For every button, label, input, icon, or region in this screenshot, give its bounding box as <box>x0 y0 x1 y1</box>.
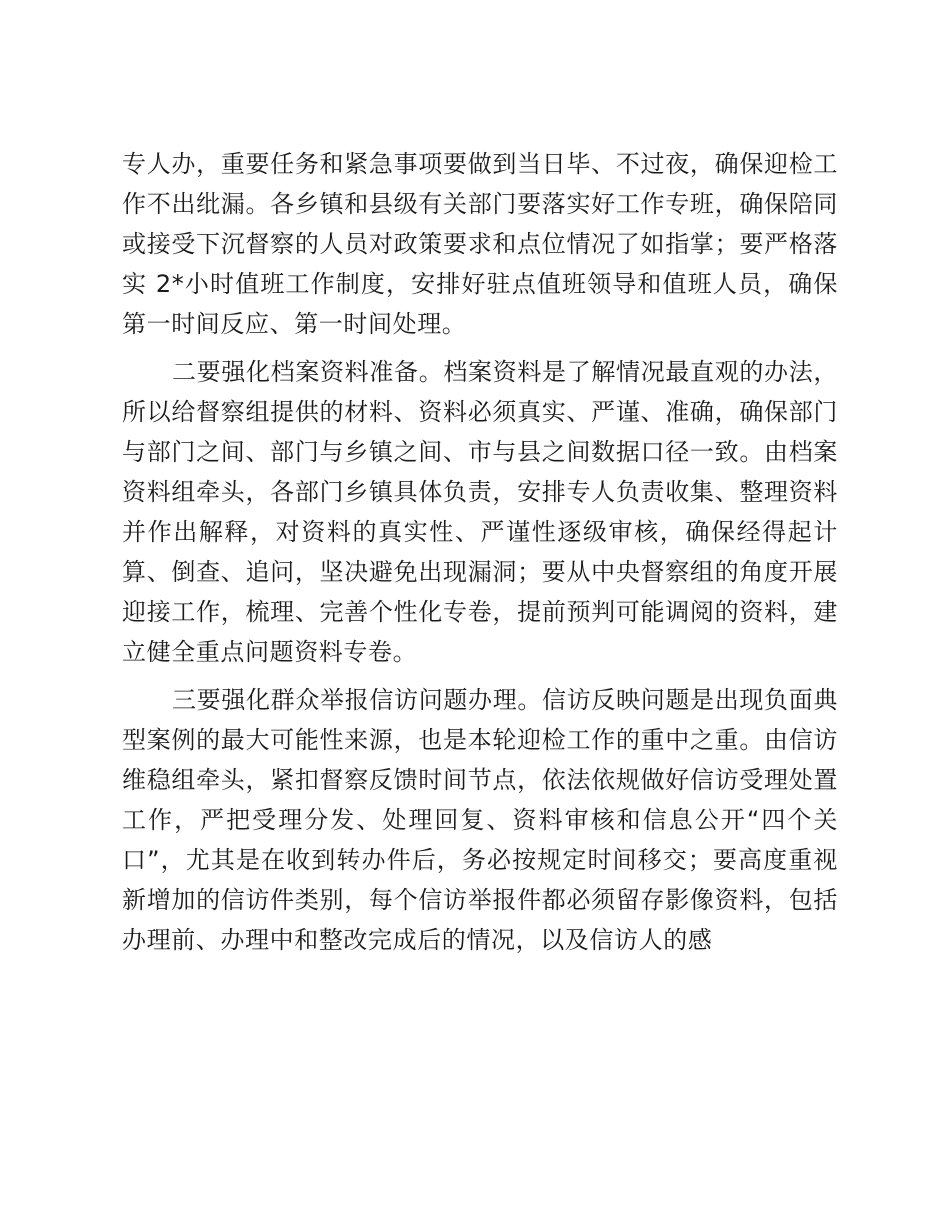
paragraph-petition-handling: 三要强化群众举报信访问题办理。信访反映问题是出现负面典型案例的最大可能性来源，也是本轮迎检工作的重中之重。由信访维稳组牵头，紧扣督察反馈时间节点，依法依规做好信访受理处置工作，严把受理分发、处理回复、资料审核和信息公开“四个关口”，尤其是在收到转办件后，务必按规定时间移交；要高度重视新增加的信访件类别，每个信访举报件都必须留存影像资料，包括办理前、办理中和整改完成后的情况，以及信访人的感 <box>122 686 838 954</box>
paragraph-continuation: 专人办，重要任务和紧急事项要做到当日毕、不过夜，确保迎检工作不出纰漏。各乡镇和县级有关部门要落实好工作专班，确保陪同或接受下沉督察的人员对政策要求和点位情况了如指掌；要严格落实 2*小时值班工作制度，安排好驻点值班领导和值班人员，确保第一时间反应、第一时间处理。 <box>122 150 838 338</box>
paragraph-archive-preparation: 二要强化档案资料准备。档案资料是了解情况最直观的办法，所以给督察组提供的材料、资料必须真实、严谨、准确，确保部门与部门之间、部门与乡镇之间、市与县之间数据口径一致。由档案资料组牵头，各部门乡镇具体负责，安排专人负责收集、整理资料并作出解释，对资料的真实性、严谨性逐级审核，确保经得起计算、倒查、追问，坚决避免出现漏洞；要从中央督察组的角度开展迎接工作，梳理、完善个性化专卷，提前预判可能调阅的资料，建立健全重点问题资料专卷。 <box>122 358 838 666</box>
document-body <box>122 144 838 960</box>
